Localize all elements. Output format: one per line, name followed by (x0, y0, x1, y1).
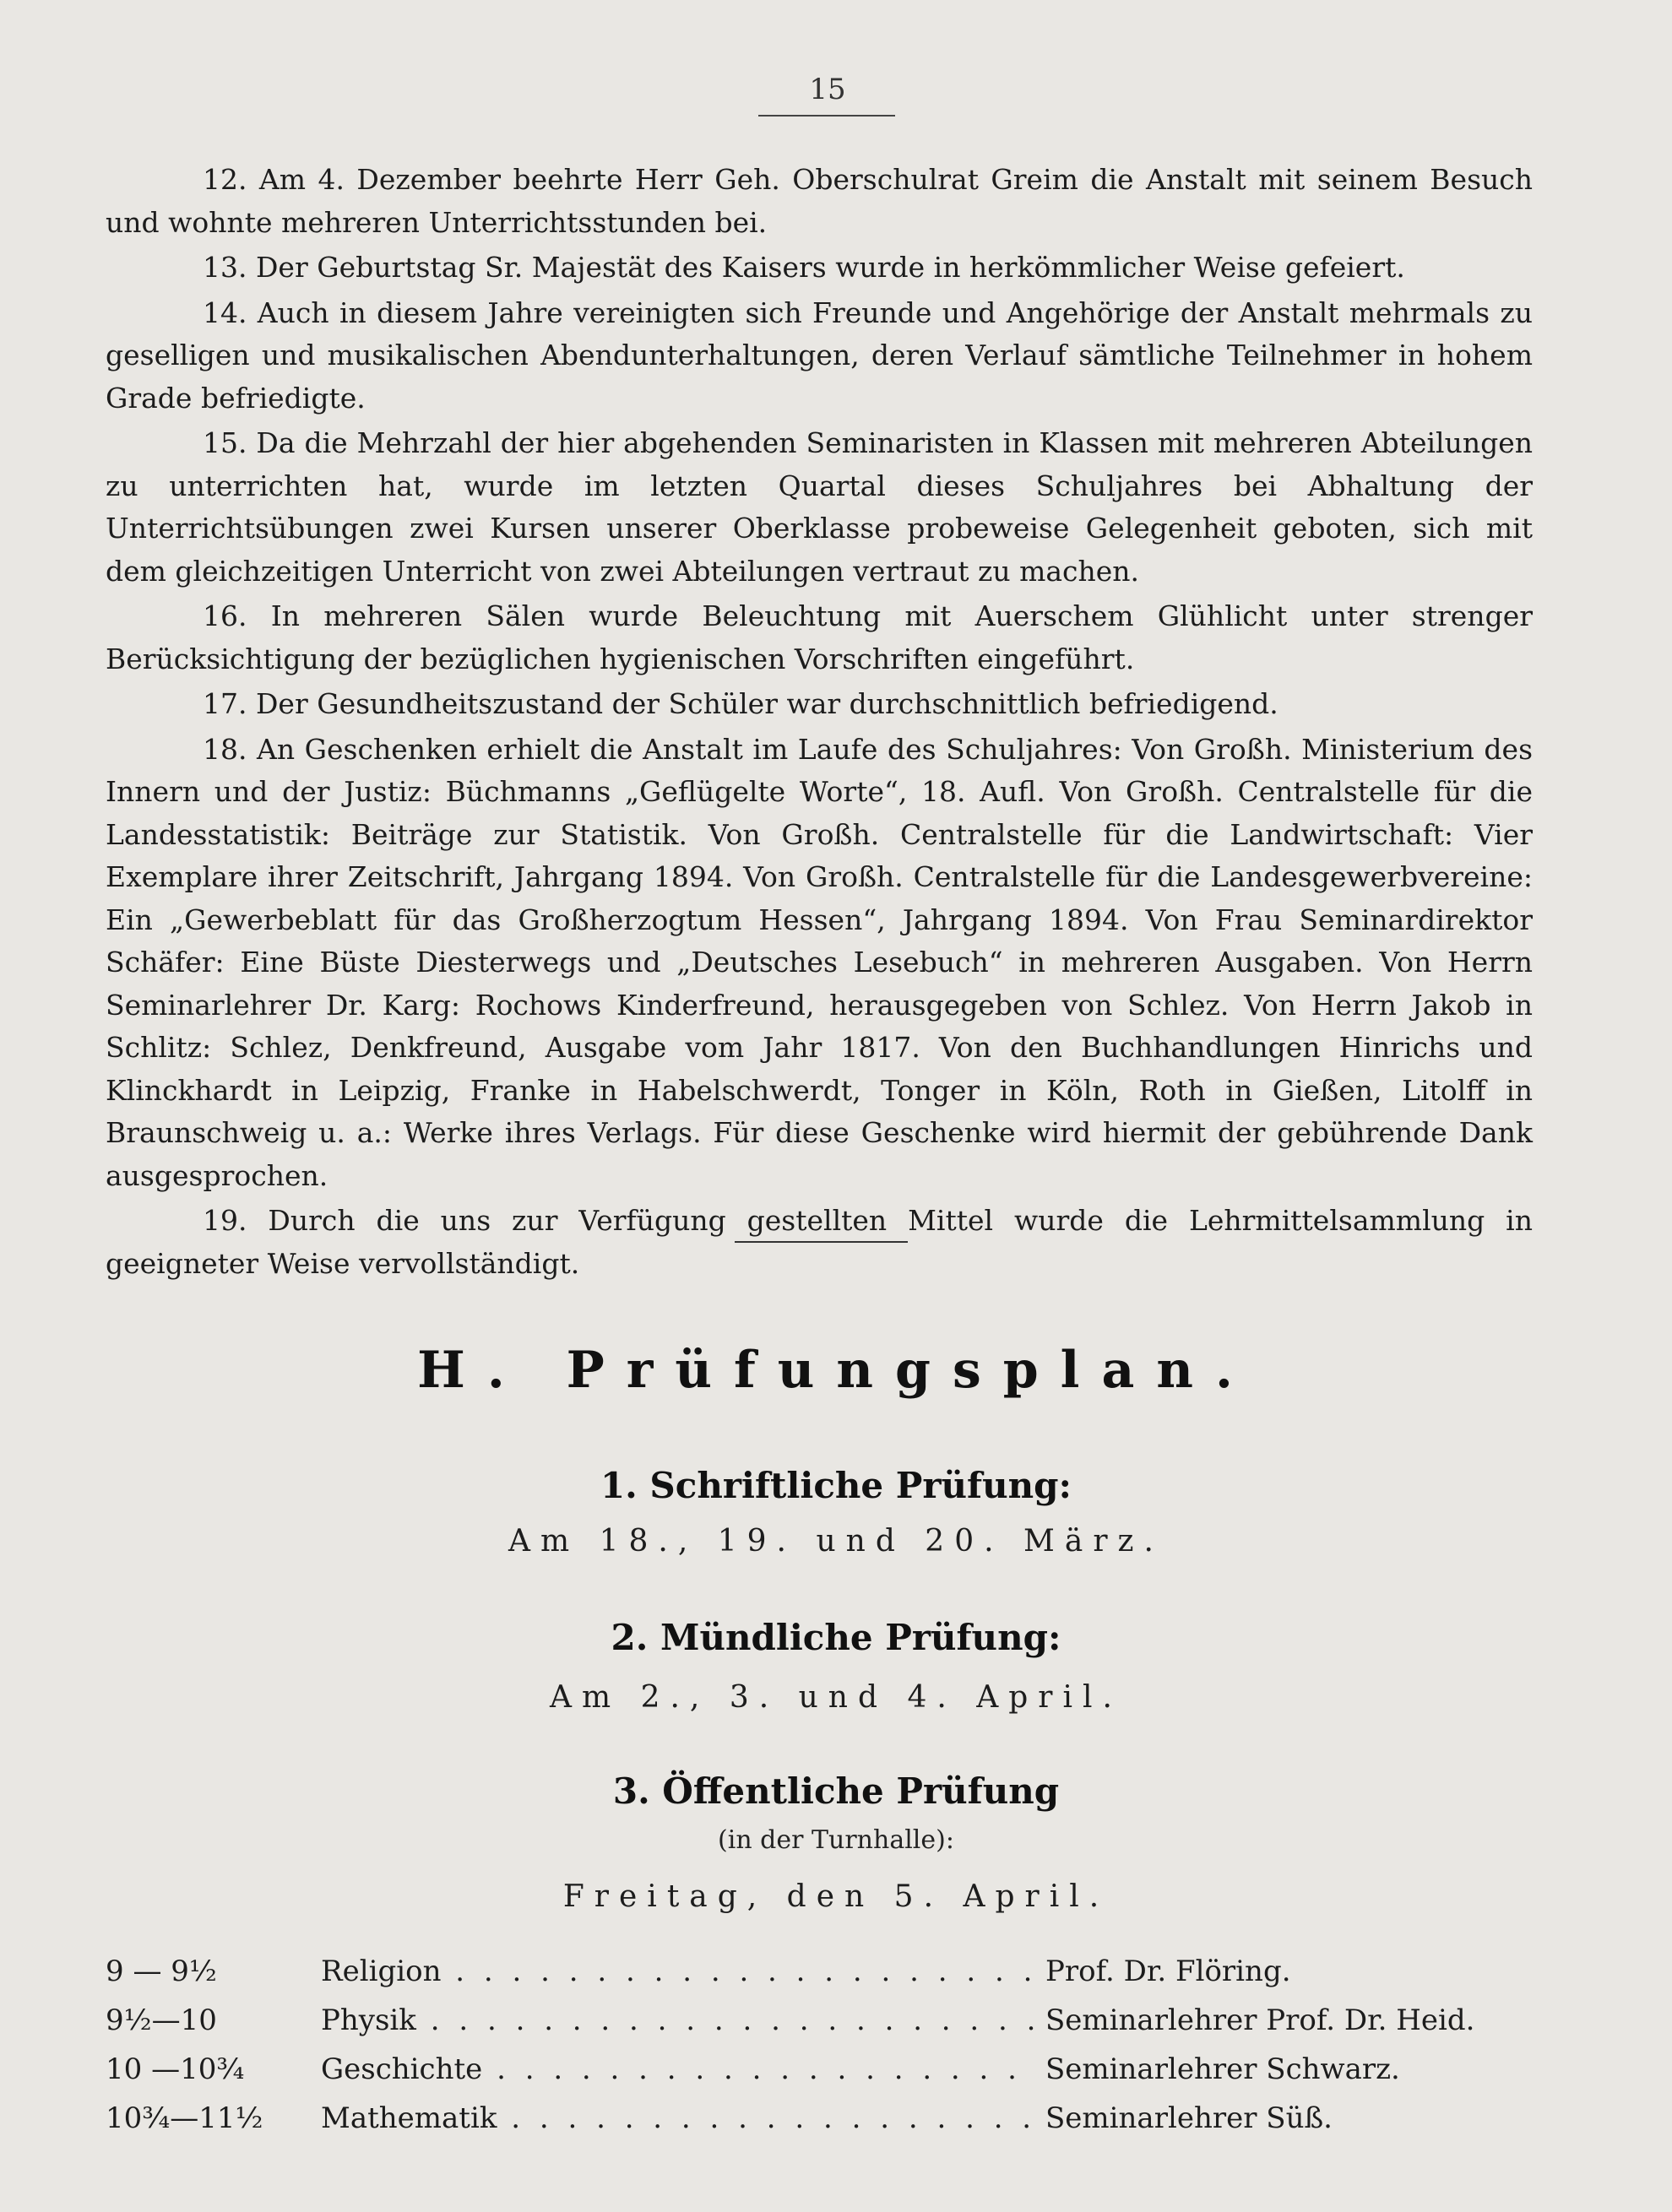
paragraph-19: 19. Durch die uns zur Verfügung gestellten Mittel wurde die Lehrmittelsammlung in geeigneter Weise vervollständigt. (106, 1204, 1533, 1280)
public-exam-note: (in der Turnhalle): (718, 1825, 954, 1855)
paragraph-13: 13. Der Geburtstag Sr. Majestät des Kaisers wurde in herkömmlicher Weise gefeiert. (203, 251, 1405, 284)
page-number: 15 (809, 73, 846, 106)
schedule-time: 9½—10 (106, 2003, 217, 2037)
paragraph-15: 15. Da die Mehrzahl der hier abgehenden Seminaristen in Klassen mit mehreren Abteilungen zu unterrichten hat, wurde im letzten Quartal dieses Schuljahres bei Abhaltung der Unterrichtsübungen zwei Kursen unserer Oberklasse probeweise Gelegenheit geboten, sich mit dem gleichzeitigen Unterricht von zwei Abteilungen vertraut zu machen. (106, 426, 1533, 588)
section-title: H. Prüfungsplan. (417, 1341, 1255, 1400)
page-number-rule (758, 115, 895, 117)
schedule-subject: Religion . . . (321, 1947, 1132, 1996)
schedule-row (106, 2094, 1541, 2143)
paragraph-18: 18. An Geschenken erhielt die Anstalt im Laufe des Schuljahres: Von Großh. Ministerium des Innern und der Justiz: Büchmanns „Geflügelte Worte“, 18. Aufl. Von Großh. Centralstelle für die Landesstatistik: Beiträge zur Statistik. Von Großh. Centralstelle für die Landwirtschaft: Vier Exemplare ihrer Zeitschrift, Jahrgang 1894. Von Großh. Centralstelle für die Landesgewerbvereine: Ein „Gewerbeblatt für das Großherzogtum Hessen“, Jahrgang 1894. Von Frau Seminardirektor Schäfer: Eine Büste Diesterwegs und „Deutsches Lesebuch“ in mehreren Ausgaben. Von Herrn Seminarlehrer Dr. Karg: Rochows Kinderfreund, herausgegeben von Schlez. Von Herrn Jakob in Schlitz: Schlez, Denkfreund, Ausgabe vom Jahr 1817. Von den Buchhandlungen Hinrichs und Klinckhardt in Leipzig, Franke in Habelschwerdt, Tonger in Köln, Roth in Gießen, Litolff in Braunschweig u. a.: Werke ihres Verlags. Für diese Geschenke wird hiermit der gebührende Dank ausgesprochen. (106, 732, 1533, 1192)
report-paragraphs (106, 159, 1533, 1288)
schedule-time: 9 — 9½ (106, 1954, 217, 1988)
public-exam-heading: 3. Öffentliche Prüfung (612, 1770, 1060, 1812)
schedule-subject: Physik . . . (321, 1996, 1132, 2045)
schedule-teacher: Seminarlehrer Süß. (1039, 2094, 1333, 2143)
schedule-subject: Geschichte . . . (321, 2045, 1132, 2094)
schedule-time: 10¾—11½ (106, 2101, 263, 2135)
oral-exam-heading: 2. Mündliche Prüfung: (611, 1617, 1061, 1658)
schedule-subject: Mathematik . . . (321, 2094, 1132, 2143)
schedule-row (106, 2045, 1541, 2094)
paragraph-16: 16. In mehreren Sälen wurde Beleuchtung mit Auerschem Glühlicht unter strenger Berücksichtigung der bezüglichen hygienischen Vorschriften eingeführt. (106, 599, 1533, 675)
exam-schedule (106, 1947, 1541, 2143)
schedule-row (106, 1996, 1541, 2045)
schedule-teacher: Seminarlehrer Prof. Dr. Heid. (1039, 1996, 1474, 2045)
paragraph-17: 17. Der Gesundheitszustand der Schüler war durchschnittlich befriedigend. (203, 687, 1278, 720)
oral-exam-date: Am 2., 3. und 4. April. (550, 1680, 1122, 1715)
written-exam-date: Am 18., 19. und 20. März. (508, 1524, 1164, 1559)
schedule-teacher: Prof. Dr. Flöring. (1039, 1947, 1291, 1996)
public-exam-date: Freitag, den 5. April. (562, 1879, 1110, 1914)
section-divider (735, 1241, 908, 1243)
schedule-teacher: Seminarlehrer Schwarz. (1039, 2045, 1400, 2094)
schedule-time: 10 —10¾ (106, 2052, 245, 2086)
written-exam-heading: 1. Schriftliche Prüfung: (600, 1465, 1072, 1506)
schedule-row (106, 1947, 1541, 1996)
paragraph-14: 14. Auch in diesem Jahre vereinigten sich Freunde und Angehörige der Anstalt mehrmals zu geselligen und musikalischen Abendunterhaltungen, deren Verlauf sämtliche Teilnehmer in hohem Grade befriedigte. (106, 295, 1533, 415)
paragraph-12: 12. Am 4. Dezember beehrte Herr Geh. Oberschulrat Greim die Anstalt mit seinem Besuch und wohnte mehreren Unterrichtsstunden bei. (106, 163, 1533, 239)
